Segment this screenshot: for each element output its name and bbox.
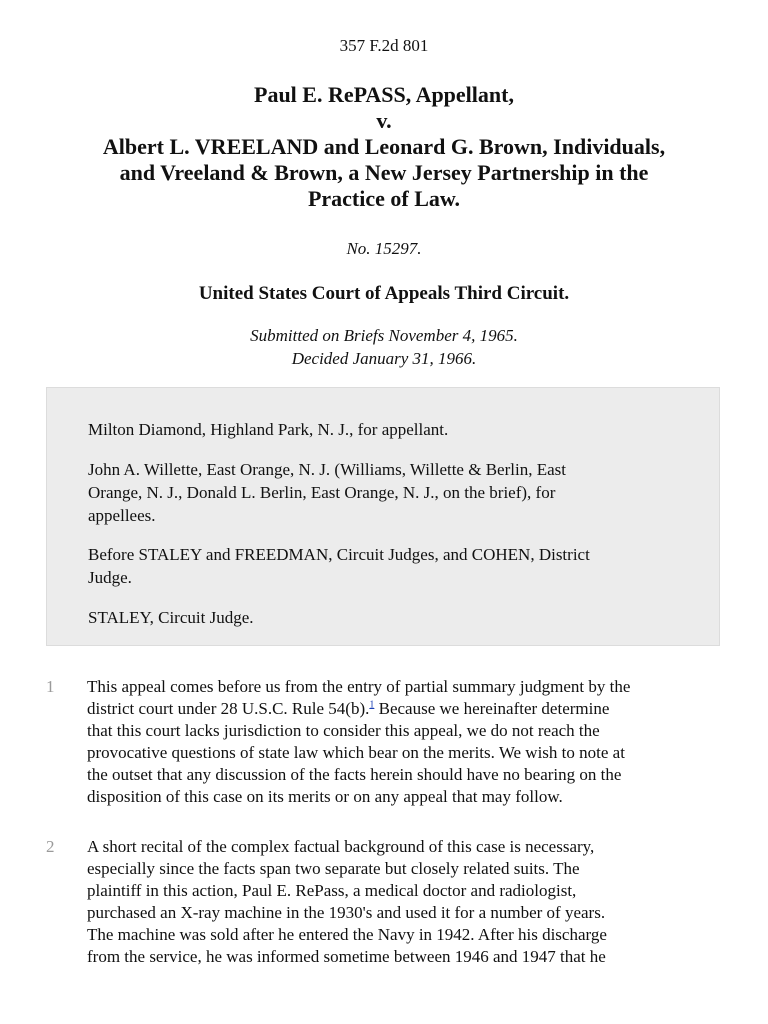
paragraph-line: This appeal comes before us from the entry of partial summary judgment by the bbox=[87, 677, 631, 696]
citation: 357 F.2d 801 bbox=[339, 36, 429, 55]
opinion-paragraph bbox=[0, 836, 768, 996]
paragraph-line: especially since the facts span two separate but closely related suits. The bbox=[87, 859, 580, 878]
paragraph-line: that this court lacks jurisdiction to consider this appeal, we do not reach the bbox=[87, 721, 600, 740]
case-title-line: and Vreeland & Brown, a New Jersey Partnership in the bbox=[119, 160, 649, 185]
judicial-panel-line: Before STALEY and FREEDMAN, Circuit Judges, and COHEN, District bbox=[88, 545, 590, 564]
opinion-author: STALEY, Circuit Judge. bbox=[88, 608, 254, 627]
case-title-line: Paul E. RePASS, Appellant, bbox=[254, 82, 514, 107]
counsel-appellees-line: John A. Willette, East Orange, N. J. (Williams, Willette & Berlin, East bbox=[88, 460, 566, 479]
decided-date: Decided January 31, 1966. bbox=[291, 349, 477, 368]
submitted-date: Submitted on Briefs November 4, 1965. bbox=[250, 326, 518, 345]
paragraph-text bbox=[87, 676, 727, 808]
paragraph-text bbox=[87, 836, 727, 968]
footnote-link[interactable]: 1 bbox=[369, 699, 375, 711]
opinion-paragraph bbox=[0, 676, 768, 816]
paragraph-line-segment: Because we hereinafter determine bbox=[374, 699, 610, 718]
paragraph-line: A short recital of the complex factual background of this case is necessary, bbox=[87, 837, 595, 856]
case-title-line: Practice of Law. bbox=[307, 186, 461, 211]
paragraph-line: the outset that any discussion of the facts herein should have no bearing on the bbox=[87, 765, 622, 784]
paragraph-line: plaintiff in this action, Paul E. RePass, a medical doctor and radiologist, bbox=[87, 881, 577, 900]
decision-dates bbox=[0, 324, 768, 370]
paragraph-line-segment: district court under 28 U.S.C. Rule 54(b). bbox=[87, 699, 370, 718]
paragraph-line: The machine was sold after he entered the Navy in 1942. After his discharge bbox=[87, 925, 607, 944]
judicial-panel bbox=[88, 543, 688, 589]
counsel-box bbox=[46, 387, 720, 646]
paragraph-line: from the service, he was informed sometime between 1946 and 1947 that he bbox=[87, 947, 606, 966]
counsel-appellees bbox=[88, 458, 688, 527]
paragraph-number: 1 bbox=[46, 677, 55, 696]
counsel-appellees-line: appellees. bbox=[88, 506, 156, 525]
paragraph-line: purchased an X-ray machine in the 1930's and used it for a number of years. bbox=[87, 903, 606, 922]
counsel-appellant: Milton Diamond, Highland Park, N. J., for appellant. bbox=[88, 420, 449, 439]
paragraph-number: 2 bbox=[46, 837, 55, 856]
case-title-line: Albert L. VREELAND and Leonard G. Brown, Individuals, bbox=[102, 134, 666, 159]
case-title bbox=[40, 82, 728, 212]
docket-number: No. 15297. bbox=[346, 239, 422, 258]
paragraph-line: disposition of this case on its merits or on any appeal that may follow. bbox=[87, 787, 563, 806]
judicial-panel-line: Judge. bbox=[88, 568, 132, 587]
counsel-appellees-line: Orange, N. J., Donald L. Berlin, East Orange, N. J., on the brief), for bbox=[88, 483, 556, 502]
court-name: United States Court of Appeals Third Circuit. bbox=[198, 283, 570, 304]
paragraph-line bbox=[87, 698, 727, 720]
paragraph-line: provocative questions of state law which bear on the merits. We wish to note at bbox=[87, 743, 625, 762]
case-title-line: v. bbox=[376, 108, 392, 133]
